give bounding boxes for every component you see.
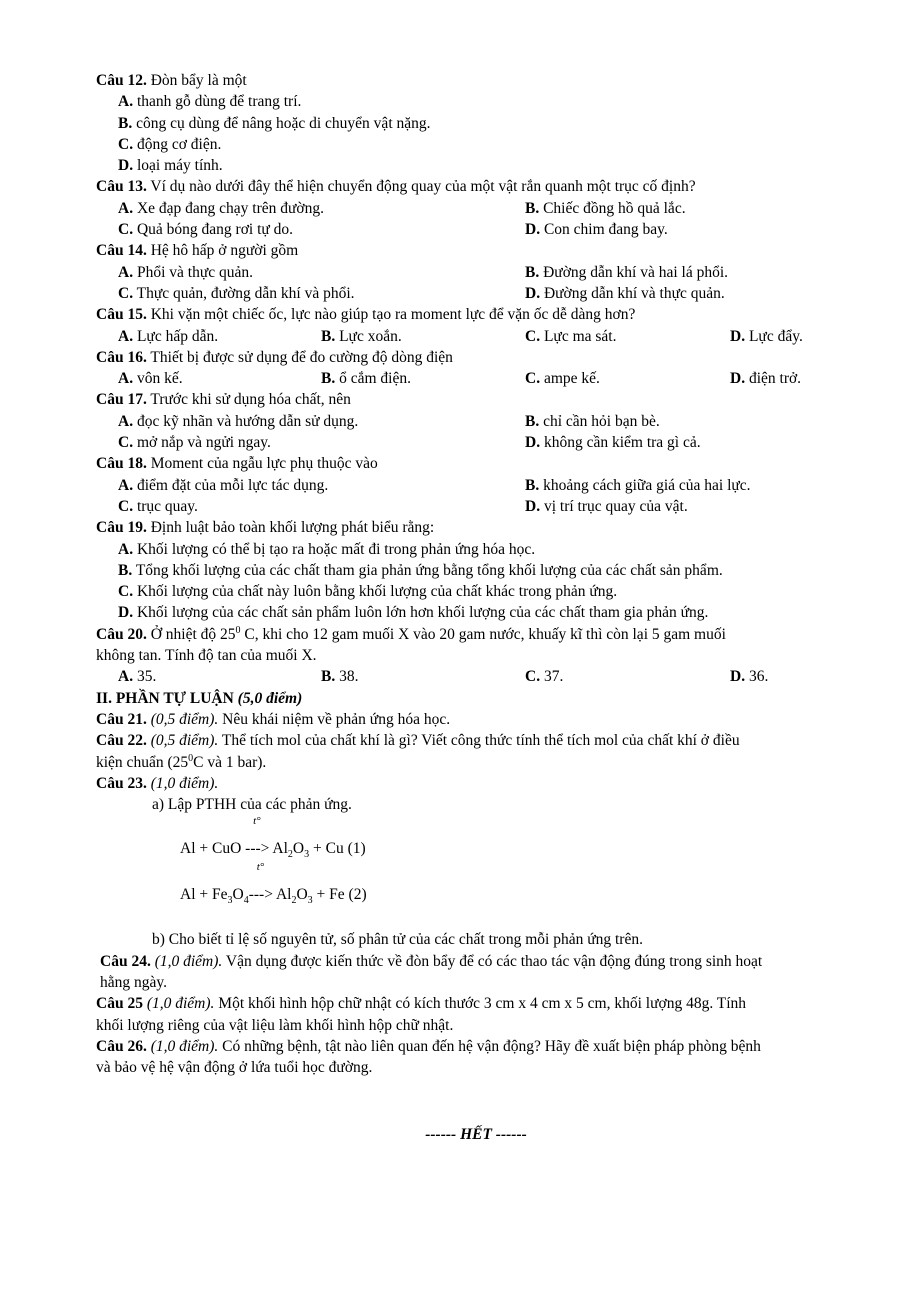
option-d: D. loại máy tính.	[118, 157, 223, 175]
section-heading: II. PHẦN TỰ LUẬN (5,0 điểm)	[96, 689, 303, 707]
question-21: Câu 21. (0,5 điểm). Nêu khái niệm về phản ứng hóa học.	[96, 710, 451, 728]
options-row	[96, 411, 896, 432]
option-d: D. điện trở.	[730, 370, 802, 388]
option-a: A. điểm đặt của mỗi lực tác dụng.	[118, 476, 329, 494]
question-23-part-b: b) Cho biết tỉ lệ số nguyên tử, số phân tử của các chất trong mỗi phản ứng trên.	[152, 931, 643, 949]
end-marker: ------ HẾT ------	[425, 1126, 527, 1144]
question-13: Câu 13. Ví dụ nào dưới đây thể hiện chuyển động quay của một vật rắn quanh một trục cố định?	[96, 178, 696, 196]
option-a: A. vôn kế.	[118, 370, 183, 388]
question-20: Câu 20. Ở nhiệt độ $25^0$ C, khi cho 12 gam muối X vào 20 gam nước, khuấy kĩ thì còn lại 5 gam muối	[96, 624, 726, 643]
option-b: B. khoảng cách giữa giá của hai lực.	[525, 476, 751, 494]
option-a: A. Phổi và thực quản.	[118, 263, 253, 281]
question-16: Câu 16. Thiết bị được sử dụng để đo cường độ dòng điện	[96, 348, 453, 366]
option-c: C. Quả bóng đang rơi tự do.	[118, 221, 294, 239]
option-b: B. ổ cắm điện.	[321, 370, 411, 388]
question-23: Câu 23. (1,0 điểm).	[96, 774, 219, 792]
option-d: D. không cần kiểm tra gì cả.	[525, 434, 701, 452]
option-b: B. công cụ dùng để nâng hoặc di chuyển vật nặng.	[118, 114, 431, 132]
option-a: A. Xe đạp đang chạy trên đường.	[118, 199, 324, 217]
question-22: Câu 22. (0,5 điểm). Thể tích mol của chất khí là gì? Viết công thức tính thể tích mol của chất khí ở điều	[96, 732, 740, 750]
question-23-part-a: a) Lập PTHH của các phản ứng.	[152, 796, 352, 814]
option-c: C. trục quay.	[118, 497, 198, 515]
option-b: B. 38.	[321, 668, 359, 686]
question-15: Câu 15. Khi vặn một chiếc ốc, lực nào giúp tạo ra moment lực để vặn ốc dễ dàng hơn?	[96, 306, 636, 324]
option-c: C. ampe kế.	[525, 370, 600, 388]
equation-2: $Al + Fe_3O_4$ t° ---> $Al_2O_3 + Fe$ (2)	[96, 875, 896, 915]
question-19: Câu 19. Định luật bảo toàn khối lượng phát biểu rằng:	[96, 519, 435, 537]
options-row	[96, 262, 896, 283]
option-c: C. động cơ điện.	[118, 135, 222, 153]
reaction-arrow: t° --->	[245, 815, 270, 858]
option-c: C. 37.	[525, 668, 564, 686]
options-row	[96, 475, 896, 496]
option-b: B. Đường dẫn khí và hai lá phổi.	[525, 263, 729, 281]
equation-1: Al + CuO t° ---> $Al_2O_3 + Cu$ (1)	[96, 829, 896, 869]
options-row	[96, 432, 896, 453]
option-b: B. chỉ cần hỏi bạn bè.	[525, 412, 660, 430]
question-17: Câu 17. Trước khi sử dụng hóa chất, nên	[96, 391, 351, 409]
option-d: D. Khối lượng của các chất sản phẩm luôn lớn hơn khối lượng của các chất tham gia phản ứng.	[118, 604, 709, 622]
exam-document	[96, 70, 896, 1146]
options-row	[96, 326, 896, 347]
question-26: Câu 26. (1,0 điểm). Có những bệnh, tật nào liên quan đến hệ vận động? Hãy đề xuất biện pháp phòng bệnh	[96, 1037, 761, 1055]
question-20-cont: không tan. Tính độ tan của muối X.	[96, 647, 317, 665]
question-25-cont: khối lượng riêng của vật liệu làm khối hình hộp chữ nhật.	[96, 1016, 454, 1034]
option-b: B. Tổng khối lượng của các chất tham gia phản ứng bằng tổng khối lượng của các chất sản phẩm.	[118, 561, 723, 579]
question-24-cont: hằng ngày.	[100, 973, 168, 991]
option-d: D. Con chim đang bay.	[525, 221, 668, 239]
options-row	[96, 368, 896, 389]
option-d: D. Đường dẫn khí và thực quản.	[525, 284, 725, 302]
question-12	[96, 70, 896, 91]
options-row	[96, 496, 896, 517]
question-24: Câu 24. (1,0 điểm). Vận dụng được kiến thức về đòn bẩy để có các thao tác vận động đúng trong sinh hoạt	[100, 952, 763, 970]
option-a: A. 35.	[118, 668, 157, 686]
option-b: B. Chiếc đồng hồ quả lắc.	[525, 199, 686, 217]
option-d: D. Lực đẩy.	[730, 327, 803, 345]
option-c: C. Khối lượng của chất này luôn bằng khối lượng của chất khác trong phản ứng.	[118, 583, 618, 601]
option-a: A. thanh gỗ dùng để trang trí.	[118, 93, 302, 111]
question-14: Câu 14. Hệ hô hấp ở người gồm	[96, 242, 299, 260]
question-25: Câu 25 (1,0 điểm). Một khối hình hộp chữ nhật có kích thước 3 cm x 4 cm x 5 cm, khối lượng 48g. Tính	[96, 995, 747, 1013]
options-row	[96, 666, 896, 687]
option-b: B. Lực xoắn.	[321, 327, 402, 345]
option-c: C. Thực quản, đường dẫn khí và phổi.	[118, 284, 355, 302]
options-row	[96, 283, 896, 304]
option-a: A. Lực hấp dẫn.	[118, 327, 219, 345]
question-text: Đòn bẩy là một	[146, 72, 247, 89]
question-18: Câu 18. Moment của ngẫu lực phụ thuộc vào	[96, 455, 378, 473]
question-22-cont: kiện chuẩn ($25^0C$ và 1 bar).	[96, 752, 267, 771]
option-a: A. đọc kỹ nhãn và hướng dẫn sử dụng.	[118, 412, 359, 430]
option-c: C. mở nắp và ngửi ngay.	[118, 434, 271, 452]
reaction-arrow: t° --->	[248, 861, 273, 904]
options-row	[96, 219, 896, 240]
option-a: A. Khối lượng có thể bị tạo ra hoặc mất đi trong phản ứng hóa học.	[118, 540, 536, 558]
option-c: C. Lực ma sát.	[525, 327, 617, 345]
option-d: D. 36.	[730, 668, 769, 686]
question-number: Câu 12.	[96, 72, 147, 89]
option-d: D. vị trí trục quay của vật.	[525, 497, 688, 515]
options-row	[96, 198, 896, 219]
question-26-cont: và bảo vệ hệ vận động ở lứa tuổi học đường.	[96, 1059, 373, 1077]
